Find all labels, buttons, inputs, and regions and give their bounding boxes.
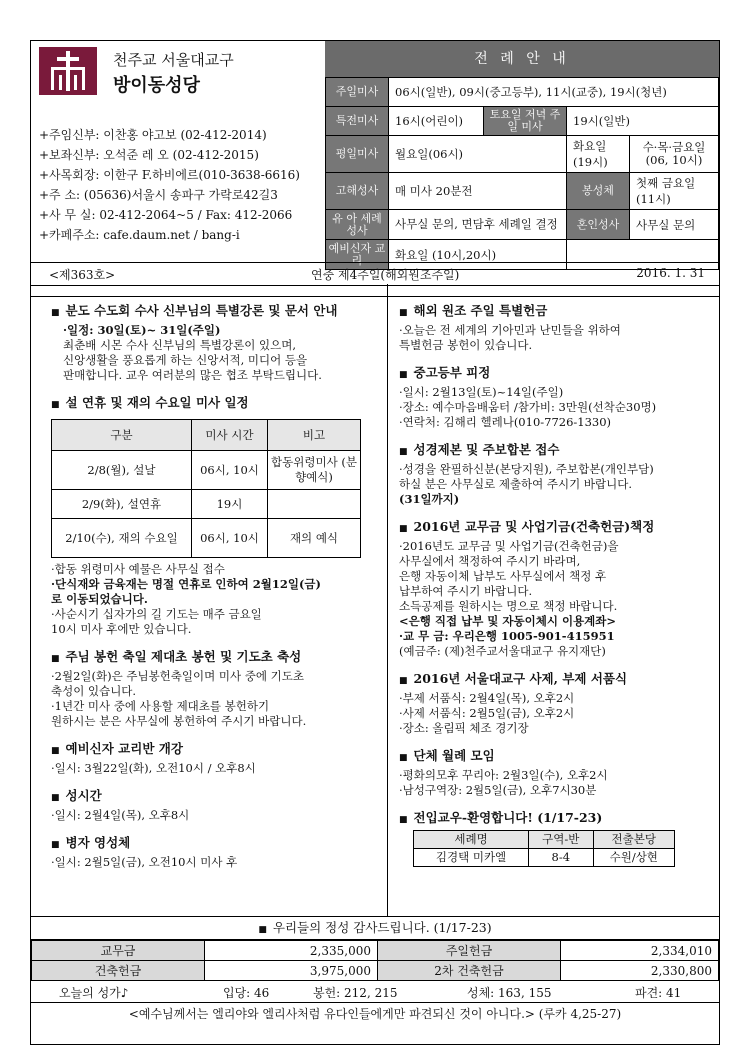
- newc-cell: 수원/상현: [593, 849, 674, 867]
- offering-value: 2,330,800: [561, 961, 719, 981]
- table-row: [414, 849, 675, 867]
- notice-line: ·일시: 3월22일(화), 오전10시 / 오후8시: [51, 761, 256, 775]
- table-row: [52, 490, 361, 519]
- notice-benedictine: [51, 303, 381, 383]
- notice-line: ·1년간 미사 중에 사용할 제대초를 봉헌하기: [51, 699, 270, 713]
- mass-header-category: 구분: [52, 420, 192, 451]
- square-bullet-icon: ■: [399, 524, 408, 534]
- mass-cell: 06시, 10시: [191, 451, 267, 490]
- confession-value: 매 미사 20분전: [389, 173, 567, 210]
- notice-line: 사무실에서 책정하여 주시기 바라며,: [399, 554, 581, 568]
- notice-title-row: [51, 649, 381, 667]
- notice-title: 해외 원조 주일 특별헌금: [413, 303, 548, 318]
- notice-title: 병자 영성체: [65, 835, 131, 850]
- notice-title-row: [399, 442, 709, 460]
- notice-title: 주님 봉헌 축일 제대초 봉헌 및 기도초 축성: [65, 649, 302, 664]
- notice-line: 은행 자동이체 납부도 사무실에서 책정 후: [399, 569, 607, 583]
- notice-new-year-mass: [51, 395, 381, 637]
- notice-title: 설 연휴 및 재의 수요일 미사 일정: [65, 395, 249, 410]
- mass-cell: 19시: [191, 490, 267, 519]
- notice-title: 성경제본 및 주보합본 접수: [413, 442, 560, 457]
- mass-header-time: 미사 시간: [191, 420, 267, 451]
- notice-line: ·부제 서품식: 2월4일(목), 오후2시: [399, 691, 575, 705]
- notice-line: ·2월2일(화)은 주님봉헌축일이며 미사 중에 기도초: [51, 669, 304, 683]
- notice-dues: [399, 519, 709, 659]
- offering-label: 2차 건축헌금: [378, 961, 561, 981]
- square-bullet-icon: ■: [399, 815, 408, 825]
- marriage-label: 혼인성사: [567, 210, 630, 240]
- notice-line: 10시 미사 후에만 있습니다.: [51, 622, 192, 636]
- notice-line: ·단식재와 금육재는 명절 연휴로 인하여 2월12일(금): [51, 577, 321, 591]
- mass-cell: 2/8(월), 설날: [52, 451, 192, 490]
- notice-overseas-aid: [399, 303, 709, 353]
- notice-line: ·성경을 완필하신분(본당지원), 주보합본(개인부담): [399, 462, 654, 476]
- anointing-label: 봉성체: [567, 173, 630, 210]
- notice-title: 2016년 서울대교구 사제, 부제 서품식: [413, 671, 628, 686]
- notice-candlemas: [51, 649, 381, 729]
- table-row: [32, 961, 719, 981]
- church-header: [31, 41, 326, 262]
- notice-line: ·사순시기 십자가의 길 기도는 매주 금요일: [51, 607, 262, 621]
- notice-sick-communion: [51, 835, 381, 870]
- issue-bar: [31, 262, 719, 286]
- notice-title-row: [399, 748, 709, 766]
- liturgy-schedule: [325, 41, 719, 270]
- notice-title-row: [51, 788, 381, 806]
- special-label: 특전미사: [326, 107, 389, 136]
- offering-title-row: [31, 916, 719, 940]
- catechumen-value: 화요일 (10시,20시): [389, 240, 567, 270]
- notice-line: ·연락처: 김해리 헬레나(010-7726-1330): [399, 415, 612, 429]
- notice-youth-retreat: [399, 365, 709, 430]
- notice-title-row: [51, 395, 381, 413]
- notice-line: ·일시: 2월5일(금), 오전10시 미사 후: [51, 855, 238, 869]
- infant-baptism-label: 유 아 세례성사: [326, 210, 389, 240]
- offering-table: [31, 940, 719, 981]
- hymn-label: 오늘의 성가♪: [59, 986, 129, 1000]
- notice-holy-hour: [51, 788, 381, 823]
- square-bullet-icon: ■: [51, 308, 60, 318]
- square-bullet-icon: ■: [51, 400, 60, 410]
- newc-header: 전출본당: [593, 831, 674, 849]
- contact-list: [39, 125, 300, 245]
- notice-line: 로 이동되었습니다.: [51, 592, 148, 606]
- notice-title-row: [399, 810, 709, 828]
- church-logo-icon: [39, 47, 97, 95]
- offering-value: 3,975,000: [205, 961, 378, 981]
- square-bullet-icon: ■: [399, 308, 408, 318]
- notice-title-row: [51, 303, 381, 321]
- notice-line: 소득공제를 원하시는 명으로 책정 바랍니다.: [399, 599, 618, 613]
- notice-line: ·사제 서품식: 2월5일(금), 오후2시: [399, 706, 575, 720]
- infant-baptism-value: 사무실 문의, 면담후 세례일 결정: [389, 210, 567, 240]
- mass-header-note: 비고: [268, 420, 361, 451]
- saturday-label: 토요일 저녁 주일 미사: [484, 107, 567, 136]
- notice-title-row: [399, 519, 709, 537]
- offering-label: 건축헌금: [32, 961, 205, 981]
- square-bullet-icon: ■: [399, 447, 408, 457]
- issue-date: 2016. 1. 31: [636, 266, 705, 280]
- sunday-value: 06시(일반), 09시(중고등부), 11시(교중), 19시(청년): [389, 78, 719, 107]
- diocese-name: 천주교 서울대교구: [113, 51, 234, 69]
- notice-line: ·평화의모후 꾸리아: 2월3일(수), 오후2시: [399, 768, 608, 782]
- notice-title: 전입교우-환영합니다! (1/17-23): [413, 810, 603, 825]
- square-bullet-icon: ■: [399, 676, 408, 686]
- notice-title: 2016년 교무금 및 사업기금(건축헌금)책정: [413, 519, 655, 534]
- contact-council: +사목회장: 이한구 F.하비에르(010-3638-6616): [39, 168, 300, 182]
- contact-assistant: +보좌신부: 오석준 레 오 (02-412-2015): [39, 148, 259, 162]
- mass-cell: 2/9(화), 설연휴: [52, 490, 192, 519]
- bulletin-sheet: [30, 40, 720, 1045]
- notice-title-row: [399, 365, 709, 383]
- notice-line: 축성이 있습니다.: [51, 684, 137, 698]
- square-bullet-icon: ■: [51, 793, 60, 803]
- notice-line: ·일정: 30일(토)~ 31일(주일): [63, 323, 221, 337]
- anointing-value: 첫째 금요일 (11시): [630, 173, 719, 210]
- table-row: [52, 451, 361, 490]
- notice-title: 성시간: [65, 788, 102, 803]
- mass-cell: 06시, 10시: [191, 519, 267, 558]
- notice-title: 분도 수도회 수사 신부님의 특별강론 및 문서 안내: [65, 303, 338, 318]
- mass-cell: 2/10(수), 재의 수요일: [52, 519, 192, 558]
- notice-title-row: [399, 671, 709, 689]
- offering-value: 2,334,010: [561, 941, 719, 961]
- newc-cell: 8-4: [529, 849, 593, 867]
- notice-line: 최춘배 시몬 수사 신부님의 특별강론이 있으며,: [63, 338, 297, 352]
- weekday-tue: 화요일(19시): [567, 136, 630, 173]
- notice-line: ·장소: 예수마음배움터 /참가비: 3만원(선착순30명): [399, 400, 657, 414]
- column-divider: [387, 284, 388, 916]
- notice-line: 특별헌금 봉헌이 있습니다.: [399, 338, 533, 352]
- new-parishioner-table: [413, 830, 675, 867]
- parish-name: 방이동성당: [113, 75, 200, 96]
- gospel-quote: <예수님께서는 엘리야와 엘리사처럼 유다인들에게만 파견되신 것이 아니다.> (루카 4,25-27): [128, 1007, 622, 1021]
- square-bullet-icon: ■: [51, 654, 60, 664]
- notice-ordination: [399, 671, 709, 736]
- square-bullet-icon: ■: [51, 840, 60, 850]
- issue-number: <제363호>: [49, 268, 116, 282]
- left-column: [51, 303, 381, 882]
- notice-line: 납부하여 주시기 바랍니다.: [399, 584, 533, 598]
- mass-cell: 재의 예식: [268, 519, 361, 558]
- notice-line: (예금주: (제)천주교서울대교구 유지재단): [399, 644, 606, 658]
- right-column: [399, 303, 709, 879]
- square-bullet-icon: ■: [399, 753, 408, 763]
- table-row: [32, 941, 719, 961]
- hymn-entrance: 입당: 46: [223, 986, 270, 1000]
- sunday-label: 주일미사: [326, 78, 389, 107]
- weekday-label: 평일미사: [326, 136, 389, 173]
- notice-title-row: [51, 741, 381, 759]
- offering-title: 우리들의 정성 감사드립니다. (1/17-23): [272, 920, 492, 935]
- contact-cafe: +카페주소: cafe.daum.net / bang-i: [39, 228, 240, 242]
- hymn-dismissal: 파견: 41: [635, 986, 682, 1000]
- notice-line: (31일까지): [399, 492, 460, 506]
- contact-office: +사 무 실: 02-412-2064~5 / Fax: 412-2066: [39, 208, 293, 222]
- notice-catechism: [51, 741, 381, 776]
- catechumen-label: 예비신자 교 리: [326, 240, 389, 270]
- offering-summary: [31, 916, 719, 1025]
- hymn-stats: [31, 981, 719, 1003]
- weekday-wtf: 수·목·금요일 (06, 10시): [630, 136, 719, 173]
- notice-binding: [399, 442, 709, 507]
- offering-label: 주일헌금: [378, 941, 561, 961]
- contact-address: +주 소: (05636)서울시 송파구 가락로42길3: [39, 188, 278, 202]
- special-value: 16시(어린이): [389, 107, 484, 136]
- notice-line: 원하시는 분은 사무실에 봉헌하여 주시기 바랍니다.: [51, 714, 307, 728]
- square-bullet-icon: ■: [258, 925, 267, 935]
- newc-header: 구역-반: [529, 831, 593, 849]
- notice-line: ·2016년도 교무금 및 사업기금(건축헌금)을: [399, 539, 619, 553]
- notice-title: 중고등부 피정: [413, 365, 491, 380]
- hymn-communion: 성체: 163, 155: [467, 986, 552, 1000]
- notice-title-row: [399, 303, 709, 321]
- contact-pastor: +주임신부: 이찬홍 야고보 (02-412-2014): [39, 128, 267, 142]
- notice-line: ·오늘은 전 세계의 기아민과 난민들을 위하여: [399, 323, 621, 337]
- offering-value: 2,335,000: [205, 941, 378, 961]
- notice-line: ·일시: 2월4일(목), 오후8시: [51, 808, 190, 822]
- notice-line: 판매합니다. 교우 여러분의 많은 협조 부탁드립니다.: [63, 368, 322, 382]
- weekday-mon: 월요일(06시): [389, 136, 567, 173]
- notice-line: ·남성구역장: 2월5일(금), 오후7시30분: [399, 783, 597, 797]
- notice-line: 신앙생활을 풍요롭게 하는 신앙서적, 미디어 등을: [63, 353, 308, 367]
- notice-title: 예비신자 교리반 개강: [65, 741, 183, 756]
- mass-cell: 합동위령미사 (분향예식): [268, 451, 361, 490]
- schedule-title: 전 례 안 내: [325, 41, 719, 77]
- newc-header: 세례명: [414, 831, 529, 849]
- notice-new-parishioners: [399, 810, 709, 867]
- saturday-value: 19시(일반): [567, 107, 719, 136]
- notice-line: <은행 직접 납부 및 자동이체시 이용계좌>: [399, 614, 617, 628]
- notice-title: 단체 월례 모임: [413, 748, 495, 763]
- schedule-table: [325, 77, 719, 270]
- issue-title: 연중 제4주일(해외원조주일): [311, 268, 460, 282]
- mass-schedule-table: [51, 419, 361, 558]
- hymn-offertory: 봉헌: 212, 215: [313, 986, 398, 1000]
- notice-line: ·합동 위령미사 예물은 사무실 접수: [51, 562, 225, 576]
- marriage-value: 사무실 문의: [630, 210, 719, 240]
- offering-label: 교무금: [32, 941, 205, 961]
- square-bullet-icon: ■: [399, 370, 408, 380]
- notice-line: 하실 분은 사무실로 제출하여 주시기 바랍니다.: [399, 477, 633, 491]
- mass-cell: [268, 490, 361, 519]
- notice-line: ·교 무 금: 우리은행 1005-901-415951: [399, 629, 615, 643]
- newc-cell: 김경택 미카엘: [414, 849, 529, 867]
- notice-line: ·일시: 2월13일(토)~14일(주일): [399, 385, 564, 399]
- confession-label: 고해성사: [326, 173, 389, 210]
- table-row: [52, 519, 361, 558]
- notice-monthly-meeting: [399, 748, 709, 798]
- notice-line: ·장소: 올림픽 체조 경기장: [399, 721, 529, 735]
- square-bullet-icon: ■: [51, 746, 60, 756]
- notice-title-row: [51, 835, 381, 853]
